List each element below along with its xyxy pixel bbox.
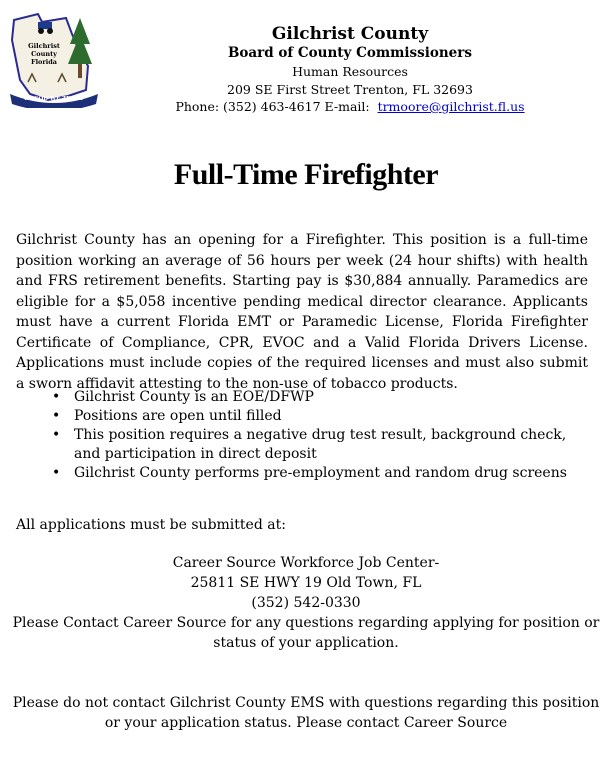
job-description: Gilchrist County has an opening for a Firefighter. This position is a full-time position working an average of 56 hours per week (24 hour shifts) with health and FRS retirement benefits. Starting pay is $30,884 annually. Paramedics are eligible for a $5,058 incentive pending medical director clearance. Applicants must have a current Florida EMT or Paramedic License, Florida Firefighter Certificate of Compliance, CPR, EVOC and a Valid Florida Drivers License. Applications must include copies of the required licenses and must also submit a sworn affidavit attesting to the non-use of tobacco products. [16, 232, 588, 392]
job-center-name: Career Source Workforce Job Center- [172, 555, 440, 571]
office-address: 209 SE First Street Trenton, FL 32693 [227, 82, 473, 97]
list-item: • This position requires a negative drug test result, background check, and participation in direct deposit [52, 426, 572, 464]
contact-line [150, 99, 550, 114]
footer-note: Please do not contact Gilchrist County EMS with questions regarding this position or your application status. Please contact Career Source [12, 695, 600, 731]
contact-note: Please Contact Career Source for any questions regarding applying for position or status of your application. [12, 615, 600, 651]
county-seal-logo [8, 8, 100, 108]
logo-motto: IN GOD WE TRUST [24, 96, 84, 102]
logo-text-line: Florida [30, 58, 58, 66]
board-name: Board of County Commissioners [228, 45, 472, 61]
email-link[interactable]: trmoore@gilchrist.fl.us [377, 99, 525, 114]
list-item: • Gilchrist County performs pre-employment and random drug screens [52, 464, 572, 483]
logo-text-line: County [31, 50, 57, 58]
list-item: • Gilchrist County is an EOE/DFWP [52, 388, 572, 407]
list-item: • Positions are open until filled [52, 407, 572, 426]
job-center-phone: (352) 542-0330 [251, 595, 361, 611]
logo-text-line: Gilchrist [28, 42, 60, 50]
submit-label: All applications must be submitted at: [16, 517, 286, 533]
department-name: Human Resources [292, 64, 408, 79]
requirements-list [52, 388, 572, 483]
job-title: Full-Time Firefighter [173, 158, 439, 191]
job-center-address: 25811 SE HWY 19 Old Town, FL [190, 575, 422, 591]
phone-label: Phone: (352) 463-4617 E-mail: [175, 99, 370, 114]
county-name: Gilchrist County [271, 24, 429, 44]
